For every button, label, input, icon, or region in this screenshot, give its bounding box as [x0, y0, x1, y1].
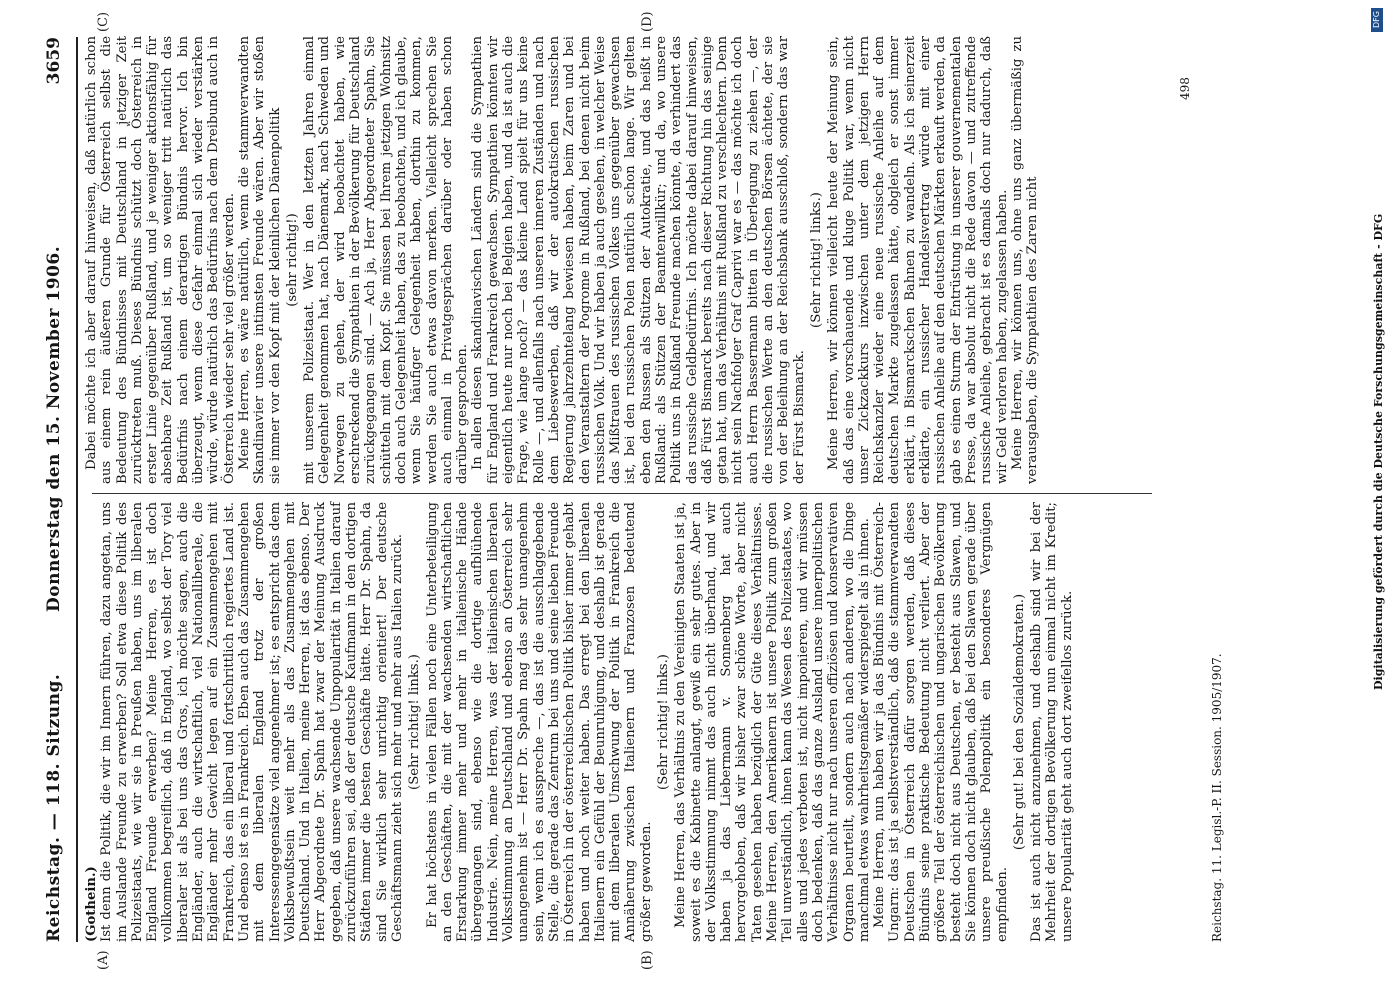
footer-sheet-number: 498: [1178, 77, 1192, 100]
header-session: Reichstag. — 118. Sitzung.: [44, 673, 64, 942]
margin-mark-a: (A): [96, 950, 111, 970]
paragraph: Meine Herren, das Verhältnis zu den Vereinigten Staaten ist ja, soweit es die Kabinette anlangt, gewiß ein sehr gutes. Aber in der Volksstimmung nimmt das auch nicht überhand, und wir haben ja das Liebermann v. Sonnenberg hat auch hervorgehoben, daß wir bisher zwar schöne Worte, aber nicht Taten gesehen haben bezüglich der Güte dieses Verhältnisses. Meine Herren, den Amerikanern ist unsere Politik zum großen Teil unverständlich, ihnen kann das Wesen des Polizeistaates, wo alles und jedes verboten ist, nicht imponieren, und wir müssen doch bedenken, daß das ganze Ausland unsere innerpolitischen Verhältnisse nicht nur nach unseren offiziösen und konservativen Organen beurteilt, sondern auch nach anderen, wo die Dinge manchmal etwas wahrheitsgemäßer widerspiegelt als in ihnen.: [673, 502, 872, 942]
column-divider: [92, 493, 1152, 494]
dfg-logo: DFG: [1371, 8, 1383, 32]
page-footer: Reichstag. 11. Legisl.-P. II. Session. 1905/1907.: [1210, 653, 1224, 942]
paragraph: Das ist auch nicht anzunehmen, und deshalb sind wir bei der Mehrheit der dortigen Bevölkerung nun einmal nicht im Kredit; unsere Popularität geht auch dort zweifellos zurück.: [1029, 502, 1075, 942]
paragraph: Meine Herren, nun haben wir ja das Bündnis mit Österreich-Ungarn: das ist ja selbstverständlich, daß die stammverwandten Deutschen in Österreich dafür sorgen werden, daß dieses Bündnis seine praktische Bedeutung nicht verliert. Aber der größere Teil der österreichischen und ungarischen Bevölkerung besteht doch nicht aus Deutschen, er besteht aus Slawen, und Sie können doch nicht glauben, daß bei den Slawen gerade über unsere preußische Polenpolitik ein besonderes Vergnügen empfinden.: [872, 502, 1010, 942]
paragraph: Meine Herren, es wäre natürlich, wenn die stammverwandten Skandinavier unsere intimsten Freunde wären. Aber wir stoßen sie immer vor den Kopf mit der kleinlichen Dänenpolitik: [236, 36, 283, 484]
paragraph: Er hat höchstens in vielen Fällen noch eine Unterbeteiligung an den Geschäften, die mit der wachsenden wirtschaftlichen Erstarkung immer mehr und mehr in italienische Hände übergegangen sind, ebenso wie die dortige aufblühende Industrie. Nein, meine Herren, was der italienischen liberalen Volksstimmung an Deutschland und ebenso an Österreich sehr unangenehm ist — Herr Dr. Spahn mag das sehr unangenehm sein, wenn ich es ausspreche —, das ist die ausschlaggebende Stelle, die gerade das Zentrum bei uns und seine lieben Freunde in Österreich in der österreichischen Politik bisher immer gehabt haben und noch weiter haben. Das erregt bei den liberalen Italienern ein Gefühl der Beunruhigung, und deshalb ist gerade mit dem liberalen Umschwung der Politik in Frankreich die Annäherung zwischen Italienern und Franzosen bedeutend größer geworden.: [424, 502, 654, 942]
right-column: [84, 36, 1234, 484]
paragraph: Dabei möchte ich aber darauf hinweisen, daß natürlich schon aus einem rein äußeren Grunde für Österreich selbst die Bedeutung des Bündnisses mit Deutschland in jetziger Zeit zurücktreten muß. Dieses Bündnis schützt doch Österreich in erster Linie gegenüber Rußland, und je weniger aktionsfähig für absehbare Zeit Rußland ist, um so weniger tritt natürlich das Bedürfnis nach einem derartigen Bündnis hervor. Ich bin überzeugt, wenn diese Gefahr einmal sich wieder verstärken würde, würde natürlich das Bedürfnis nach dem Dreibund auch in Österreich wieder sehr viel größer werden.: [84, 36, 237, 484]
interjection: (Sehr richtig! links.): [808, 192, 824, 328]
speaker-tag: (Gothein.): [84, 866, 99, 942]
paragraph: mit unserem Polizeistaat. Wer in den letzten Jahren einmal Gelegenheit genommen hat, nach Dänemark, nach Schweden und Norwegen zu gehen, der wird beobachtet haben, wie erschreckend die Sympathien in der Bevölkerung für Deutschland zurückgegangen sind. — Ach ja, Herr Abgeordneter Spahn, Sie schütteln mit dem Kopf. Sie müssen bei Ihrem jetzigen Wohnsitz doch auch Gelegenheit haben, das zu beobachten, und ich glaube, wenn Sie häufiger Gelegenheit haben, dorthin zu kommen, werden Sie auch etwas davon merken. Vielleicht sprechen Sie auch einmal in Privatgesprächen darüber oder haben schon darüber gesprochen.: [302, 36, 471, 484]
interjection: (sehr richtig!): [284, 213, 300, 307]
header-date: Donnerstag den 15. November 1906.: [44, 245, 64, 612]
paragraph: Meine Herren, wir können uns, ohne uns ganz übermäßig zu verausgaben, die Sympathien des Zaren nicht: [1009, 36, 1041, 484]
paragraph: Meine Herren, wir können vielleicht heute der Meinung sein, daß das eine vorschauende und kluge Politik war, wenn nicht unser Zickzackkurs inzwischen unter dem jetzigen Herrn Reichskanzler wieder eine neue russische Anleihe auf dem deutschen Markte zugelassen hätte, obgleich er sonst immer erklärt, in Bismarckschen Bahnen zu wandeln. Als ich seinerzeit erklärte, ein russischer Handelsvertrag würde mit einer russischen Anleihe auf den deutschen Märkten erkauft werden, da gab es einen Sturm der Entrüstung in unserer gouvernementalen Presse, da war absolut nicht die Rede davon — und zutreffende russische Anleihe, gebracht ist es damals doch nur dadurch, daß wir Geld verloren haben, zugelassen haben.: [826, 36, 1010, 484]
margin-mark-b: (B): [640, 950, 655, 970]
header-rule: [76, 37, 78, 942]
paragraph: In allen diesen skandinavischen Ländern sind die Sympathien für England und Frankreich gewachsen. Sympathien könnten wir eigentlich heute nur noch bei Belgien haben, und da ist auch die Frage, wie lange noch? — das kleine Land spielt für uns keine Rolle —, und allenfalls nach unseren inneren Zuständen und nach dem Liebeswerben, daß wir der autokratischen russischen Regierung jahrzehntelang bewiesen haben, beim Zaren und bei den Veranstaltern der Pogrome in Rußland, bei denen nicht beim russischen Volk. Und wir haben ja auch gesehen, in welcher Weise das Mißtrauen des russischen Volkes uns gegenüber gewachsen ist, bei den russischen Polen natürlich schon lange. Wir gelten eben den Russen als Stützen der Autokratie, und das heißt in Rußland: als Stützen der Beamtenwillkür; und da, wo unsere Politik uns in Rußland Freunde machen könnte, da verhindert das das russische Geldbedürfnis. Ich möchte dabei darauf hinweisen, daß Fürst Bismarck bereits nach dieser Richtung hin das seinige getan hat, um das Verhältnis mit Rußland zu verschlechtern. Denn nicht sein Nachfolger Graf Caprivi war es — das möchte ich doch auch Herrn Bassermann bitten in Überlegung zu ziehen —, der die russischen Werte an den deutschen Börsen ächtete, der sie von der Beleihung an der Reichsbank ausschloß, sondern das war der Fürst Bismarck.: [470, 36, 807, 484]
margin-mark-c: (C): [96, 11, 111, 32]
digitization-note-text: Digitalisierung gefördert durch die Deutsche Forschungsgemeinschaft - DFG: [1372, 213, 1385, 690]
margin-mark-d: (D): [640, 11, 655, 32]
interjection: (Sehr gut! bei den Sozialdemokraten.): [1011, 593, 1027, 851]
digitization-note: [1372, 40, 1385, 690]
paragraph: Ist denn die Politik, die wir im Innern führen, dazu angetan, uns im Auslande Freunde zu erwerben? Soll etwa diese Politik des Polizeistaats, wie wir sie in Preußen haben, uns im liberalen England Freunde erwerben? Meine Herren, es ist doch vollkommen begreiflich, daß in England, wo selbst der Tory viel liberaler ist als bei uns das Gros, ich möchte sagen, auch die Engländer, auch die wirtschaftlich, viel Nationalliberale, die Engländer mehr Gewicht legen auf ein Zusammengehen mit Frankreich, das ein liberal und fortschrittlich regiertes Land ist. Und ebenso ist es in Frankreich. Eben auch das Zusammengehen mit dem liberalen England trotz der großen Interessengegensätze viel angenehmer ist; es entspricht das dem Volksbewußtsein weit mehr als das Zusammengehen mit Deutschland. Und in Italien, meine Herren, ist das ebenso. Der Herr Abgeordnete Dr. Spahn hat zwar der Meinung Ausdruck gegeben, daß unsere wachsende Unpopularität in Italien darauf zurückzuführen sei, daß der deutsche Kaufmann in den dortigen Städten immer die besten Geschäfte hätte. Herr Dr. Spahn, da sind Sie wirklich sehr unrichtig orientiert! Der deutsche Geschäftsmann zieht sich mehr und mehr aus Italien zurück.: [99, 502, 405, 942]
left-column: [84, 502, 1204, 942]
page-header: [30, 37, 72, 942]
page-number: 3659: [44, 37, 64, 85]
interjection: (Sehr richtig! links.): [655, 654, 671, 790]
interjection: (Sehr richtig! links.): [407, 654, 423, 790]
